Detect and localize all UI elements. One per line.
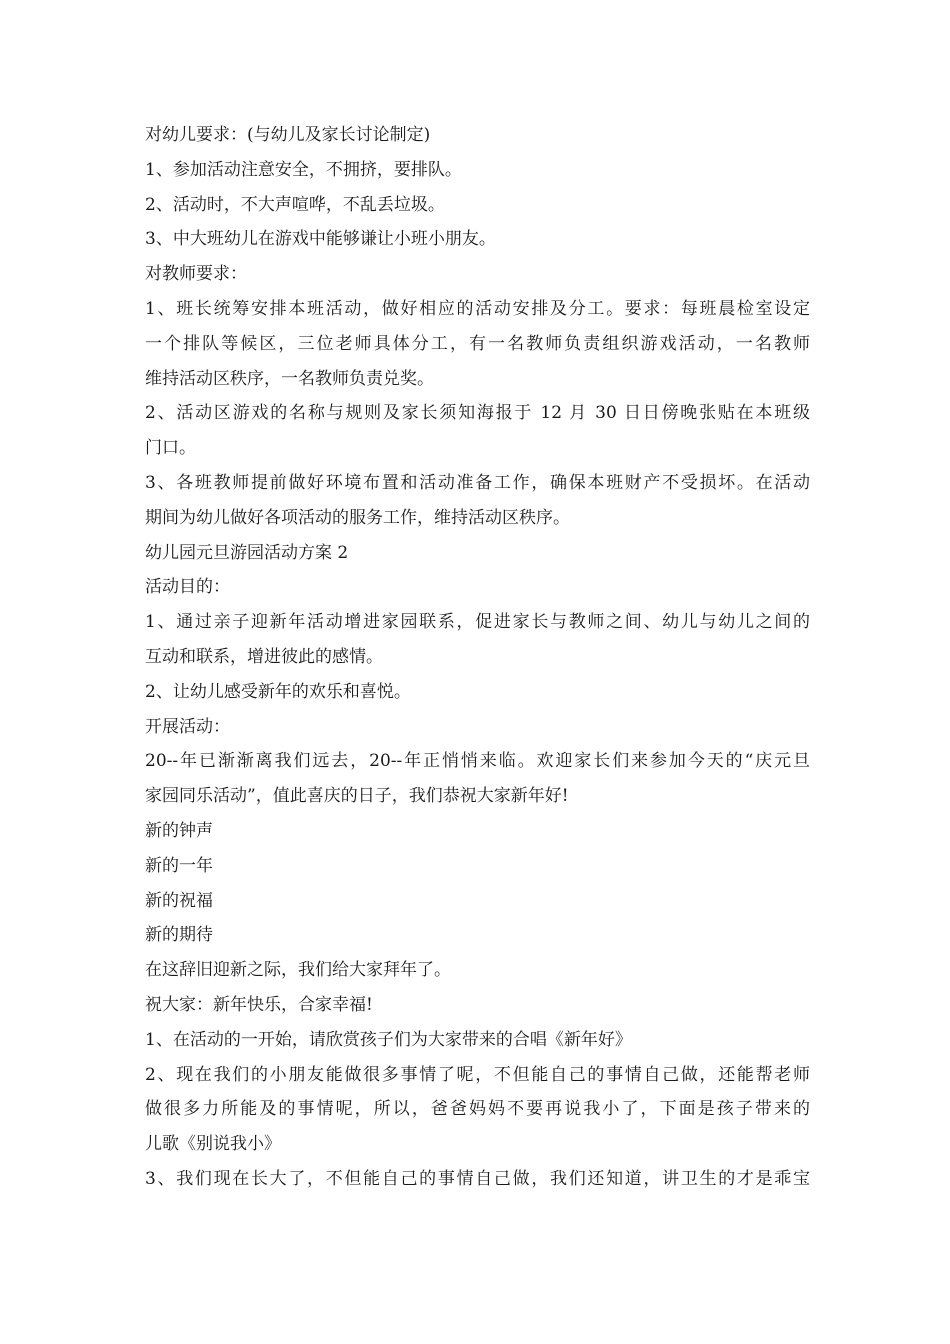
paragraph-line: 3、我们现在长大了，不但能自己的事情自己做，我们还知道，讲卫生的才是乖宝: [145, 1168, 810, 1189]
paragraph-line: 开展活动：: [145, 716, 230, 737]
paragraph-line: 1、参加活动注意安全，不拥挤，要排队。: [145, 159, 462, 180]
paragraph: [145, 675, 810, 710]
paragraph-line: 做很多力所能及的事情呢，所以，爸爸妈妈不要再说我小了，下面是孩子带来的: [145, 1099, 810, 1120]
paragraph-line: 2、活动区游戏的名称与规则及家长须知海报于 12 月 30 日日傍晚张贴在本班级: [145, 403, 810, 424]
paragraph-line: 家园同乐活动”，值此喜庆的日子，我们恭祝大家新年好!: [145, 786, 569, 807]
paragraph: [145, 153, 810, 188]
paragraph: [145, 1058, 810, 1162]
paragraph-line: 幼儿园元旦游园活动方案 2: [145, 542, 349, 563]
paragraph: [145, 222, 810, 257]
paragraph-line: 祝大家：新年快乐，合家幸福!: [145, 994, 373, 1015]
document-page: [145, 118, 810, 1197]
paragraph-line: 对幼儿要求：(与幼儿及家长讨论制定): [145, 125, 431, 145]
paragraph-line: 一个排队等候区，三位老师具体分工，有一名教师负责组织游戏活动，一名教师: [145, 333, 810, 354]
paragraph: [145, 918, 810, 953]
paragraph-line: 门口。: [145, 438, 196, 459]
paragraph-line: 新的期待: [145, 925, 213, 946]
paragraph-line: 维持活动区秩序，一名教师负责兑奖。: [145, 368, 434, 389]
paragraph: [145, 849, 810, 884]
paragraph: [145, 1162, 810, 1197]
paragraph-line: 1、在活动的一开始，请欣赏孩子们为大家带来的合唱《新年好》: [145, 1029, 632, 1050]
paragraph-line: 2、现在我们的小朋友能做很多事情了呢，不但能自己的事情自己做，还能帮老师: [145, 1064, 810, 1085]
paragraph-line: 2、让幼儿感受新年的欢乐和喜悦。: [145, 681, 411, 702]
paragraph: [145, 536, 810, 571]
paragraph: [145, 1023, 810, 1058]
paragraph-line: 互动和联系，增进彼此的感情。: [145, 646, 383, 667]
paragraph-line: 2、活动时，不大声喧哗，不乱丢垃圾。: [145, 194, 445, 215]
paragraph-line: 儿歌《别说我小》: [145, 1134, 281, 1155]
paragraph: [145, 570, 810, 605]
paragraph-line: 对教师要求：: [145, 264, 247, 285]
paragraph-line: 3、中大班幼儿在游戏中能够谦让小班小朋友。: [145, 229, 496, 250]
paragraph-line: 活动目的：: [145, 577, 230, 598]
paragraph-line: 20--年已渐渐离我们远去，20--年正悄悄来临。欢迎家长们来参加今天的“庆元旦: [145, 751, 810, 772]
paragraph: [145, 814, 810, 849]
paragraph-line: 在这辞旧迎新之际，我们给大家拜年了。: [145, 960, 451, 981]
paragraph-line: 3、各班教师提前做好环境布置和活动准备工作，确保本班财产不受损坏。在活动: [145, 472, 810, 493]
paragraph-line: 新的钟声: [145, 820, 213, 841]
paragraph-line: 1、班长统筹安排本班活动，做好相应的活动安排及分工。要求：每班晨检室设定: [145, 298, 810, 319]
paragraph: [145, 710, 810, 745]
paragraph-line: 期间为幼儿做好各项活动的服务工作，维持活动区秩序。: [145, 507, 570, 528]
paragraph: [145, 257, 810, 292]
paragraph: [145, 884, 810, 919]
paragraph: [145, 744, 810, 814]
paragraph-line: 新的一年: [145, 855, 213, 876]
paragraph: [145, 188, 810, 223]
paragraph: [145, 118, 810, 153]
paragraph: [145, 953, 810, 988]
paragraph: [145, 988, 810, 1023]
paragraph: [145, 292, 810, 396]
paragraph: [145, 396, 810, 466]
paragraph-line: 1、通过亲子迎新年活动增进家园联系，促进家长与教师之间、幼儿与幼儿之间的: [145, 612, 810, 633]
paragraph: [145, 466, 810, 536]
paragraph: [145, 605, 810, 675]
paragraph-line: 新的祝福: [145, 890, 213, 911]
